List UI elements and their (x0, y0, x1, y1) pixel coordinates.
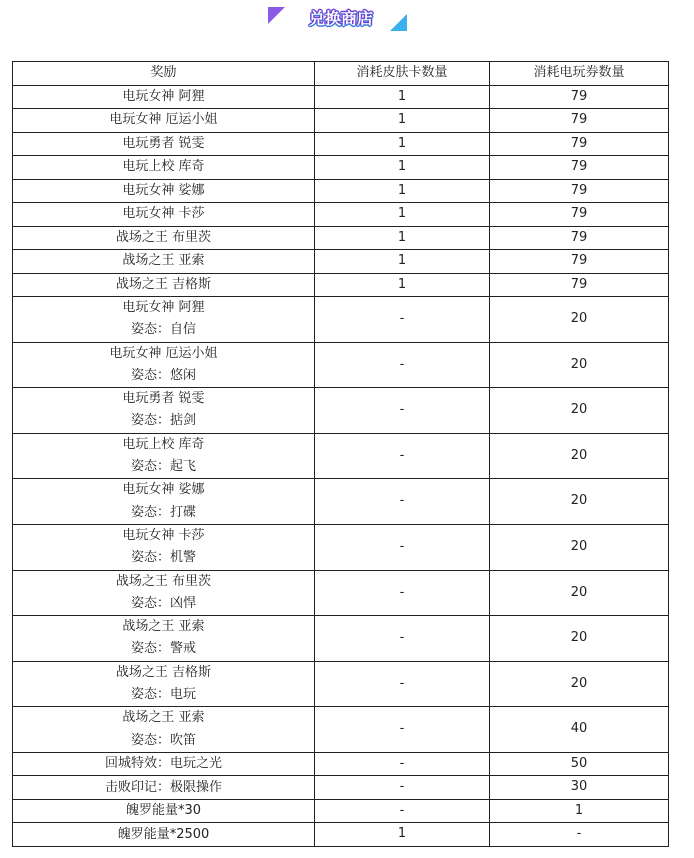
tickets-cell: 20 (490, 297, 669, 343)
table-row (13, 203, 669, 227)
table-row (13, 752, 669, 776)
exchange-shop-table (12, 61, 669, 847)
reward-name: 战场之王 亚索 (122, 710, 205, 726)
table-row (13, 776, 669, 800)
reward-cell (13, 297, 315, 343)
tickets-cell: 20 (490, 524, 669, 570)
reward-name: 电玩女神 卡莎 (122, 206, 205, 222)
tickets-cell: 79 (490, 273, 669, 297)
tickets-cell: 40 (490, 707, 669, 753)
reward-cell (13, 479, 315, 525)
skin-cards-cell: - (315, 616, 490, 662)
reward-cell (13, 273, 315, 297)
reward-name: 战场之王 吉格斯 (115, 664, 212, 680)
tickets-cell: 1 (490, 799, 669, 823)
reward-name: 战场之王 亚索 (122, 619, 205, 635)
reward-pose: 姿态：掂剑 (130, 413, 196, 429)
reward-cell (13, 616, 315, 662)
skin-cards-cell: 1 (315, 156, 490, 180)
reward-cell (13, 776, 315, 800)
skin-cards-cell: 1 (315, 250, 490, 274)
tickets-cell: 79 (490, 250, 669, 274)
tickets-cell: 20 (490, 342, 669, 388)
tickets-cell: 79 (490, 85, 669, 109)
reward-name: 电玩上校 库奇 (122, 436, 205, 452)
tickets-cell: 20 (490, 616, 669, 662)
table-row (13, 226, 669, 250)
reward-name: 电玩勇者 锐雯 (122, 135, 205, 151)
skin-cards-cell: - (315, 799, 490, 823)
reward-pose: 姿态：电玩 (130, 687, 196, 703)
page-title: 兑换商店 (308, 9, 373, 28)
tickets-cell: 79 (490, 132, 669, 156)
table-row (13, 707, 669, 753)
reward-name: 电玩女神 阿狸 (122, 300, 205, 315)
reward-pose: 姿态：凶悍 (130, 595, 196, 611)
reward-cell (13, 109, 315, 133)
skin-cards-cell: - (315, 570, 490, 616)
reward-cell (13, 433, 315, 479)
reward-name: 战场之王 布里茨 (115, 573, 212, 589)
tickets-cell: 79 (490, 203, 669, 227)
reward-cell (13, 85, 315, 109)
skin-cards-cell: - (315, 707, 490, 753)
table-row (13, 342, 669, 388)
reward-cell (13, 342, 315, 388)
table-row (13, 479, 669, 525)
reward-cell (13, 203, 315, 227)
table-row (13, 109, 669, 133)
skin-cards-cell: 1 (315, 109, 490, 133)
reward-name: 电玩女神 厄运小姐 (109, 112, 218, 128)
tickets-cell: - (490, 823, 669, 847)
skin-cards-cell: 1 (315, 132, 490, 156)
table-row (13, 85, 669, 109)
tickets-cell: 20 (490, 388, 669, 434)
skin-cards-cell: 1 (315, 226, 490, 250)
tickets-cell: 30 (490, 776, 669, 800)
skin-cards-cell: - (315, 752, 490, 776)
tickets-cell: 20 (490, 433, 669, 479)
reward-name: 电玩上校 库奇 (122, 159, 205, 175)
reward-name: 电玩勇者 锐雯 (122, 391, 205, 407)
reward-cell (13, 661, 315, 707)
reward-pose: 姿态：打碟 (130, 504, 196, 520)
header-skin-cards: 消耗皮肤卡数量 (315, 62, 490, 86)
table-row (13, 616, 669, 662)
table-row (13, 799, 669, 823)
tickets-cell: 79 (490, 109, 669, 133)
reward-cell (13, 388, 315, 434)
skin-cards-cell: - (315, 388, 490, 434)
reward-pose: 姿态：起飞 (130, 459, 196, 475)
reward-cell (13, 823, 315, 847)
table-row (13, 661, 669, 707)
skin-cards-cell: - (315, 342, 490, 388)
table-row (13, 156, 669, 180)
reward-name: 战场之王 布里茨 (115, 229, 212, 245)
header-reward: 奖励 (13, 62, 315, 86)
table-row (13, 524, 669, 570)
table-row (13, 570, 669, 616)
reward-name: 电玩女神 卡莎 (122, 527, 205, 543)
tickets-cell: 79 (490, 156, 669, 180)
skin-cards-cell: - (315, 297, 490, 343)
reward-name: 电玩女神 厄运小姐 (109, 345, 218, 361)
skin-cards-cell: - (315, 661, 490, 707)
skin-cards-cell: - (315, 776, 490, 800)
reward-pose: 姿态：吹笛 (130, 732, 196, 748)
reward-name: 回城特效：电玩之光 (104, 756, 222, 772)
skin-cards-cell: 1 (315, 823, 490, 847)
reward-cell (13, 156, 315, 180)
reward-cell (13, 570, 315, 616)
reward-cell (13, 226, 315, 250)
blue-triangle-decoration-icon (390, 14, 407, 31)
reward-cell (13, 179, 315, 203)
table-row (13, 433, 669, 479)
table-row (13, 297, 669, 343)
skin-cards-cell: 1 (315, 273, 490, 297)
table-row (13, 250, 669, 274)
section-header (0, 0, 694, 40)
reward-cell (13, 524, 315, 570)
reward-name: 电玩女神 阿狸 (122, 88, 205, 104)
tickets-cell: 79 (490, 226, 669, 250)
tickets-cell: 20 (490, 661, 669, 707)
tickets-cell: 20 (490, 570, 669, 616)
reward-name: 战场之王 吉格斯 (115, 276, 212, 292)
reward-cell (13, 752, 315, 776)
skin-cards-cell: 1 (315, 179, 490, 203)
reward-name: 魄罗能量*30 (125, 803, 202, 819)
reward-name: 电玩女神 娑娜 (122, 482, 205, 498)
table-row (13, 823, 669, 847)
tickets-cell: 20 (490, 479, 669, 525)
table-row (13, 132, 669, 156)
reward-name: 电玩女神 娑娜 (122, 182, 205, 198)
header-tickets: 消耗电玩券数量 (490, 62, 669, 86)
reward-pose: 姿态：机警 (130, 550, 196, 566)
reward-cell (13, 799, 315, 823)
tickets-cell: 50 (490, 752, 669, 776)
reward-pose: 姿态：警戒 (130, 641, 196, 657)
table-row (13, 179, 669, 203)
skin-cards-cell: - (315, 479, 490, 525)
reward-name: 击败印记：极限操作 (104, 779, 222, 795)
skin-cards-cell: 1 (315, 85, 490, 109)
reward-pose: 姿态：悠闲 (130, 367, 196, 383)
tickets-cell: 79 (490, 179, 669, 203)
reward-cell (13, 250, 315, 274)
reward-cell (13, 707, 315, 753)
table-row (13, 388, 669, 434)
table-header-row (13, 62, 669, 86)
reward-name: 魄罗能量*2500 (117, 826, 210, 842)
reward-name: 战场之王 亚索 (122, 253, 205, 269)
skin-cards-cell: - (315, 524, 490, 570)
skin-cards-cell: - (315, 433, 490, 479)
purple-triangle-decoration-icon (268, 7, 285, 24)
skin-cards-cell: 1 (315, 203, 490, 227)
reward-cell (13, 132, 315, 156)
table-row (13, 273, 669, 297)
reward-pose: 姿态：自信 (130, 322, 196, 338)
